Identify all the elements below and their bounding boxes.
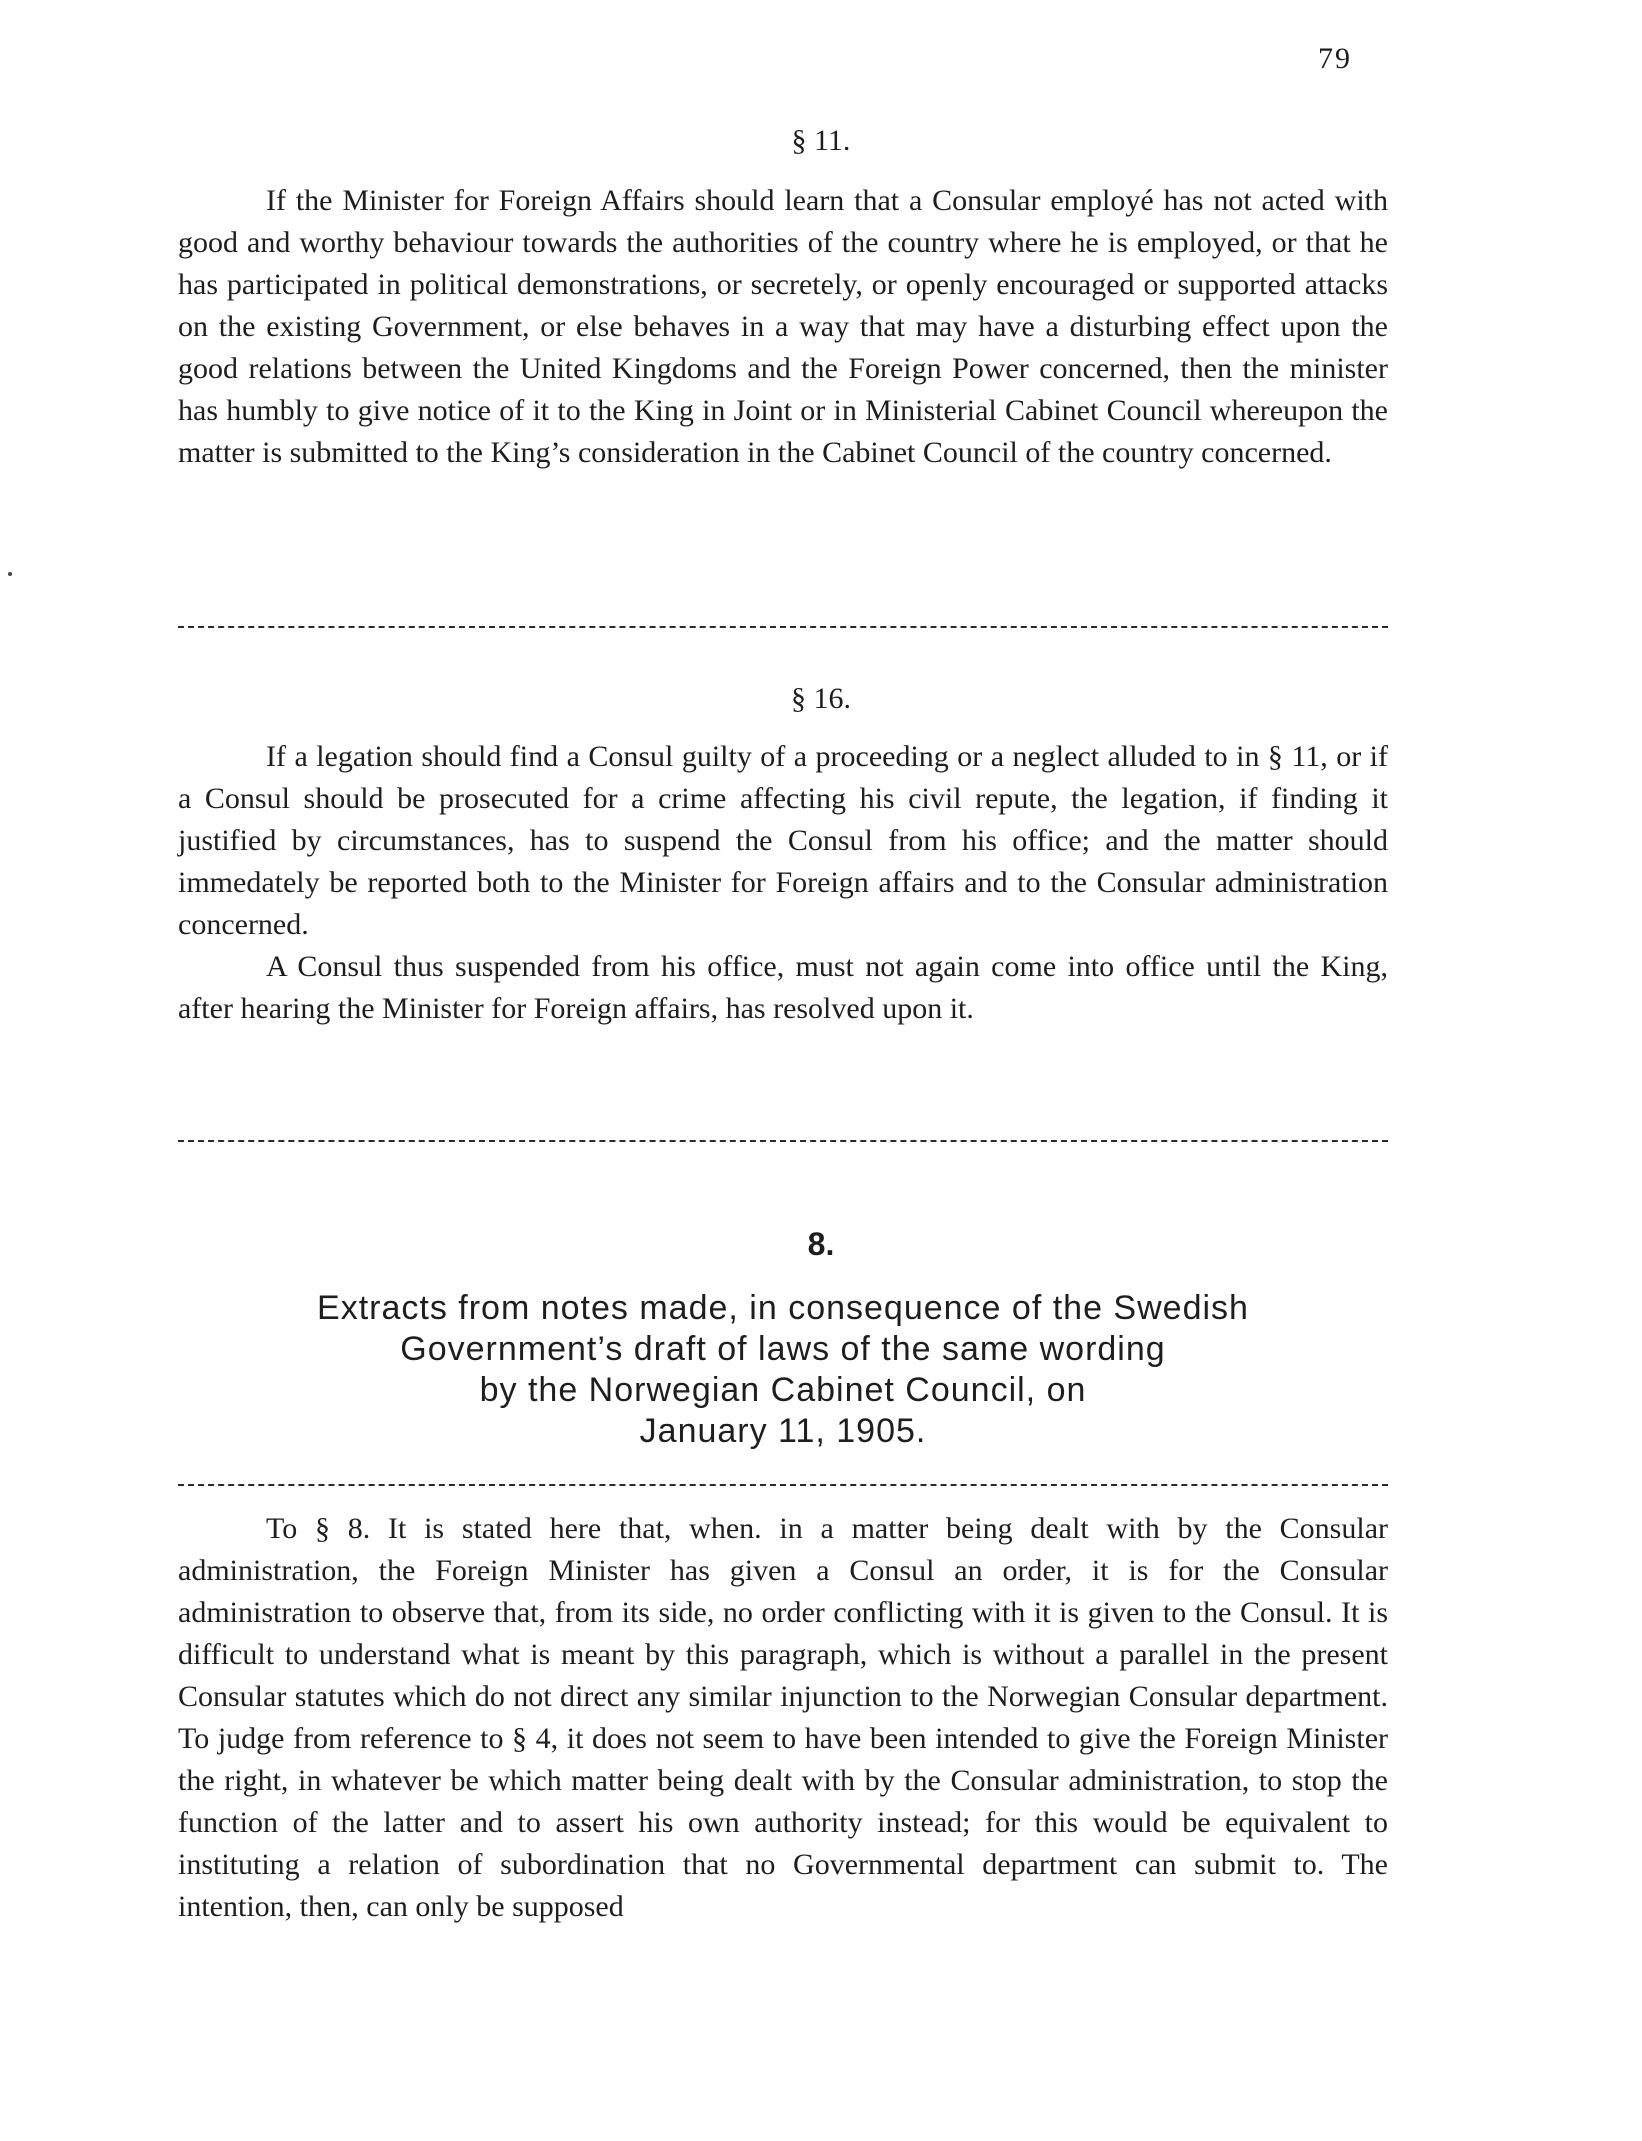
scan-speck [8,572,12,576]
chapter-8-body [178,1508,1388,1928]
chapter-title-line: by the Norwegian Cabinet Council, on [479,1371,1087,1409]
chapter-title-line: Extracts from notes made, in consequence of the Swedish [317,1289,1249,1327]
dashed-rule [178,1484,1388,1486]
section-16-paragraph: If a legation should find a Consul guilty of a proceeding or a neglect alluded to in § 11, or if a Consul should be prosecuted for a crime affecting his civil repute, the legation, if finding it justified by circumstances, has to suspend the Consul from his office; and the matter should immedately be reported both to the Minister for Foreign affairs and to the Consular administration concerned. [178,740,1388,941]
chapter-number: 8. [807,1226,835,1262]
section-11-paragraph: If the Minister for Foreign Affairs should learn that a Consular employé has not acted with good and worthy behaviour towards the authorities of the country where he is employed, or that he has participated in political demonstrations, or secretely, or openly encouraged or supported attacks on the existing Government, or else behaves in a way that may have a disturbing effect upon the good relations between the United Kingdoms and the Foreign Power concerned, then the minister has humbly to give notice of it to the King in Joint or in Ministerial Cabinet Council whereupon the matter is submitted to the King’s consideration in the Cabinet Council of the country concerned. [178,184,1388,469]
section-16-body [178,736,1388,1030]
dashed-rule [178,626,1388,628]
chapter-title-line: Government’s draft of laws of the same wording [400,1330,1166,1368]
chapter-title [178,1288,1388,1452]
section-11-heading: § 11. [791,124,851,157]
section-16-paragraph: A Consul thus suspended from his office, must not again come into office until the King, after hearing the Minister for Foreign affairs, has resolved upon it. [178,950,1388,1025]
dashed-rule [178,1140,1388,1142]
section-11-body [178,180,1388,474]
chapter-title-line: January 11, 1905. [639,1412,927,1450]
chapter-8-paragraph: To § 8. It is stated here that, when. in a matter being dealt with by the Consular administration, the Foreign Minister has given a Consul an order, it is for the Consular administration to observe that, from its side, no order conflicting with it is given to the Consul. It is difficult to understand what is meant by this paragraph, which is without a parallel in the present Consular statutes which do not direct any similar injunction to the Norwegian Consular department. To judge from reference to § 4, it does not seem to have been intended to give the Foreign Minister the right, in whatever be which matter being dealt with by the Consular administration, to stop the function of the latter and to assert his own authority instead; for this would be equivalent to instituting a relation of subordination that no Governmental department can submit to. The intention, then, can only be supposed [178,1512,1388,1923]
section-16-heading: § 16. [791,682,851,715]
page-number: 79 [1318,42,1352,75]
